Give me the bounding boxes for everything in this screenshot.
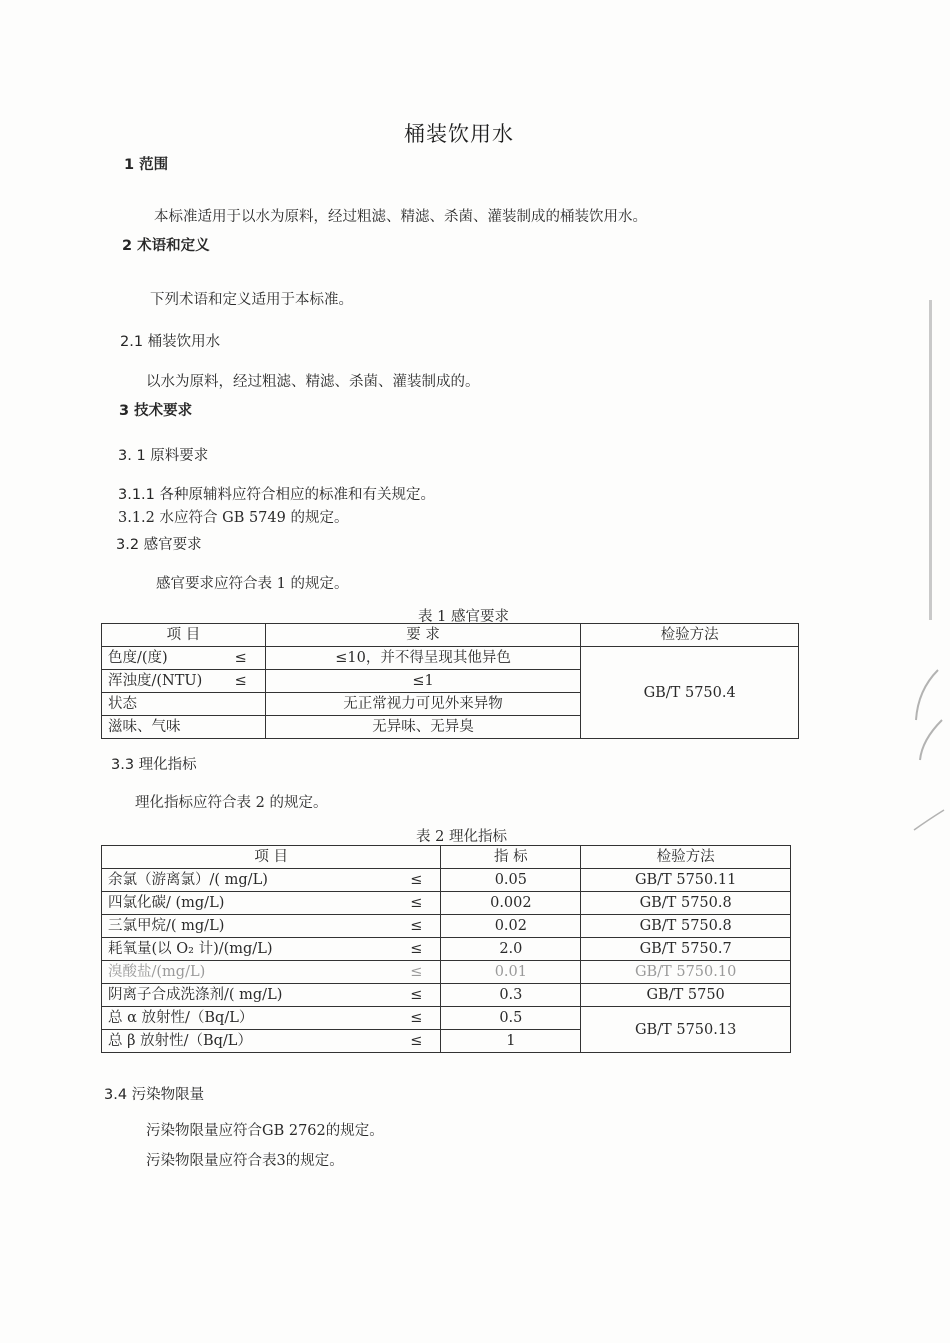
- table-2-value-cell: 2.0: [441, 938, 581, 961]
- table-2-item-cell: [102, 961, 441, 984]
- table-1-requirement-cell: 无异味、无异臭: [265, 716, 580, 739]
- table-2-header-row: [102, 846, 791, 869]
- table-2-method-cell: GB/T 5750.7: [581, 938, 791, 961]
- le-symbol: ≤: [410, 895, 423, 911]
- table-row: [102, 869, 791, 892]
- table-2-value-cell: 0.01: [441, 961, 581, 984]
- section-3-3-text: 理化指标应符合表 2 的规定。: [135, 795, 328, 811]
- table-2-header-item: 项 目: [102, 846, 441, 869]
- item-label: 三氯甲烷/( mg/L): [108, 918, 225, 934]
- table-2-item-cell: [102, 1030, 441, 1053]
- table-2-header-index: 指 标: [441, 846, 581, 869]
- table-2-item-cell: [102, 892, 441, 915]
- table-2-caption: 表 2 理化指标: [416, 829, 507, 845]
- table-2-item-cell: [102, 1007, 441, 1030]
- table-1-method-cell: GB/T 5750.4: [581, 647, 799, 739]
- table-1-header-item: 项 目: [102, 624, 266, 647]
- table-1-header-requirement: 要 求: [265, 624, 580, 647]
- table-row: [102, 892, 791, 915]
- le-symbol: ≤: [410, 987, 423, 1003]
- item-label: 溴酸盐/(mg/L): [108, 964, 206, 980]
- le-symbol: ≤: [410, 1033, 423, 1049]
- section-3-4-heading: 3.4 污染物限量: [104, 1087, 205, 1103]
- table-2-method-cell: GB/T 5750.8: [581, 892, 791, 915]
- section-1-heading: 1 范围: [124, 157, 169, 173]
- item-label: 总 β 放射性/（Bq/L）: [108, 1033, 252, 1049]
- section-3-4-text-1: 污染物限量应符合GB 2762的规定。: [146, 1123, 384, 1139]
- table-row: [102, 961, 791, 984]
- le-symbol: ≤: [234, 673, 247, 689]
- section-2-text: 下列术语和定义适用于本标准。: [150, 292, 353, 308]
- table-2-item-cell: [102, 915, 441, 938]
- section-3-4-text-2: 污染物限量应符合表3的规定。: [146, 1153, 344, 1169]
- table-2: [101, 845, 791, 1053]
- table-2-header-method: 检验方法: [581, 846, 791, 869]
- table-2-method-cell: GB/T 5750.10: [581, 961, 791, 984]
- table-row: [102, 647, 799, 670]
- section-3-heading: 3 技术要求: [119, 403, 193, 419]
- le-symbol: ≤: [410, 1010, 423, 1026]
- table-row: [102, 938, 791, 961]
- le-symbol: ≤: [410, 964, 423, 980]
- table-row: [102, 1007, 791, 1030]
- section-3-2-heading: 3.2 感官要求: [116, 537, 202, 553]
- table-2-item-cell: [102, 938, 441, 961]
- table-2-method-cell: GB/T 5750: [581, 984, 791, 1007]
- table-2-value-cell: 0.02: [441, 915, 581, 938]
- table-1-header-method: 检验方法: [581, 624, 799, 647]
- table-2-value-cell: 0.5: [441, 1007, 581, 1030]
- table-1-requirement-cell: ≤1: [265, 670, 580, 693]
- table-1: [101, 623, 799, 739]
- table-2-value-cell: 0.05: [441, 869, 581, 892]
- table-2-method-cell: GB/T 5750.11: [581, 869, 791, 892]
- section-3-3-heading: 3.3 理化指标: [111, 757, 197, 773]
- item-label: 总 α 放射性/（Bq/L）: [108, 1010, 254, 1026]
- item-label: 四氯化碳/ (mg/L): [108, 895, 225, 911]
- item-label: 状态: [108, 696, 137, 712]
- table-2-item-cell: [102, 869, 441, 892]
- table-1-header-row: [102, 624, 799, 647]
- table-1-item-cell: [102, 670, 266, 693]
- table-2-value-cell: 0.002: [441, 892, 581, 915]
- table-1-item-cell: [102, 693, 266, 716]
- item-label: 浑浊度/(NTU): [108, 673, 203, 689]
- le-symbol: ≤: [234, 650, 247, 666]
- section-3-1-2-text: 3.1.2 水应符合 GB 5749 的规定。: [118, 510, 349, 526]
- section-2-1-text: 以水为原料，经过粗滤、精滤、杀菌、灌装制成的。: [146, 374, 480, 390]
- le-symbol: ≤: [410, 872, 423, 888]
- section-1-text: 本标准适用于以水为原料，经过粗滤、精滤、杀菌、灌装制成的桶装饮用水。: [154, 209, 647, 225]
- item-label: 余氯（游离氯）/( mg/L): [108, 872, 268, 888]
- section-3-2-text: 感官要求应符合表 1 的规定。: [156, 576, 349, 592]
- scan-edge-shadow: [929, 300, 932, 620]
- table-1-requirement-cell: 无正常视力可见外来异物: [265, 693, 580, 716]
- section-3-1-heading: 3. 1 原料要求: [118, 448, 209, 464]
- item-label: 滋味、气味: [108, 719, 181, 735]
- partial-stamp-image: [908, 660, 946, 840]
- table-1-requirement-cell: ≤10，并不得呈现其他异色: [265, 647, 580, 670]
- section-2-1-heading: 2.1 桶装饮用水: [120, 334, 221, 350]
- table-2-method-cell-shared: GB/T 5750.13: [581, 1007, 791, 1053]
- le-symbol: ≤: [410, 918, 423, 934]
- table-row: [102, 984, 791, 1007]
- table-1-caption: 表 1 感官要求: [418, 609, 509, 625]
- table-1-item-cell: [102, 647, 266, 670]
- table-2-value-cell: 1: [441, 1030, 581, 1053]
- item-label: 色度/(度): [108, 650, 168, 666]
- section-3-1-1-text: 3.1.1 各种原辅料应符合相应的标准和有关规定。: [118, 487, 436, 503]
- table-2-method-cell: GB/T 5750.8: [581, 915, 791, 938]
- table-1-item-cell: [102, 716, 266, 739]
- section-2-heading: 2 术语和定义: [122, 238, 210, 254]
- le-symbol: ≤: [410, 941, 423, 957]
- table-2-item-cell: [102, 984, 441, 1007]
- item-label: 阴离子合成洗涤剂/( mg/L): [108, 987, 283, 1003]
- item-label: 耗氧量(以 O₂ 计)/(mg/L): [108, 941, 273, 957]
- table-row: [102, 915, 791, 938]
- doc-title: 桶装饮用水: [404, 122, 514, 146]
- table-2-value-cell: 0.3: [441, 984, 581, 1007]
